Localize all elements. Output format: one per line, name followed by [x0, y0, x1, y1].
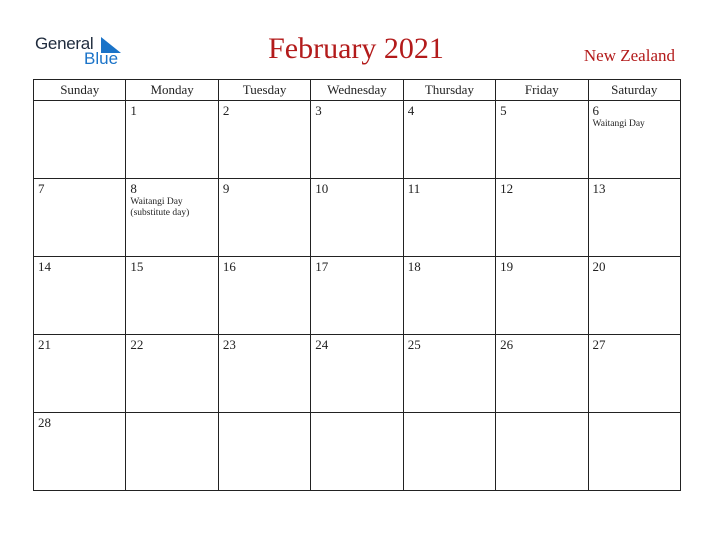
day-number: 11 [407, 181, 421, 196]
day-cell [403, 413, 495, 491]
day-cell [588, 257, 680, 335]
day-cell [34, 101, 126, 179]
day-number: 24 [315, 337, 329, 352]
weekday-header: Monday [126, 80, 218, 101]
day-number: 3 [315, 103, 322, 118]
day-number: 9 [222, 181, 230, 196]
calendar-grid [33, 79, 681, 491]
day-cell [218, 413, 310, 491]
day-cell [126, 179, 218, 257]
day-cell [496, 335, 588, 413]
day-number: 22 [130, 337, 144, 352]
day-cell [588, 179, 680, 257]
day-cell [311, 335, 403, 413]
day-cell [403, 257, 495, 335]
weekday-header: Wednesday [311, 80, 403, 101]
day-number: 17 [315, 259, 329, 274]
day-cell [403, 101, 495, 179]
day-number: 19 [500, 259, 514, 274]
day-cell [126, 335, 218, 413]
day-number: 6 [592, 103, 600, 118]
day-cell [496, 101, 588, 179]
day-cell [311, 413, 403, 491]
day-cell [126, 257, 218, 335]
holiday-label: Waitangi Day (substitute day) [130, 197, 190, 218]
day-number: 16 [222, 259, 236, 274]
calendar-title: February 2021 [268, 32, 444, 65]
day-cell [218, 179, 310, 257]
day-cell [218, 335, 310, 413]
weekday-header-row [34, 80, 681, 101]
day-cell [311, 257, 403, 335]
day-cell [34, 179, 126, 257]
week-row [34, 257, 681, 335]
day-number: 21 [38, 337, 51, 352]
day-number: 12 [500, 181, 514, 196]
day-cell [588, 101, 680, 179]
week-row [34, 413, 681, 491]
day-cell [34, 413, 126, 491]
day-number: 7 [38, 181, 45, 196]
day-cell [126, 101, 218, 179]
day-cell [588, 413, 680, 491]
day-number: 2 [222, 103, 230, 118]
day-number: 14 [38, 259, 51, 274]
day-cell [496, 179, 588, 257]
day-number: 26 [500, 337, 514, 352]
day-number: 8 [130, 181, 137, 196]
day-number: 25 [407, 337, 421, 352]
weekday-header: Sunday [34, 80, 126, 101]
weekday-header: Tuesday [218, 80, 310, 101]
logo-word-blue: Blue [84, 49, 119, 68]
day-cell [218, 257, 310, 335]
week-row [34, 101, 681, 179]
country-label: New Zealand [583, 46, 675, 65]
day-cell [403, 179, 495, 257]
day-cell [588, 335, 680, 413]
weekday-header: Friday [496, 80, 588, 101]
day-cell [496, 257, 588, 335]
day-number: 20 [592, 259, 606, 274]
day-number: 5 [500, 103, 507, 118]
weekday-header: Thursday [403, 80, 495, 101]
day-cell [34, 335, 126, 413]
day-number: 15 [130, 259, 144, 274]
day-cell [496, 413, 588, 491]
day-cell [218, 101, 310, 179]
day-number: 4 [407, 103, 415, 118]
weekday-header: Saturday [588, 80, 680, 101]
day-number: 28 [38, 415, 51, 430]
day-number: 10 [315, 181, 329, 196]
day-number: 13 [592, 181, 606, 196]
week-row [34, 335, 681, 413]
day-cell [311, 101, 403, 179]
day-number: 23 [222, 337, 236, 352]
day-cell [311, 179, 403, 257]
day-number: 1 [130, 103, 137, 118]
day-number: 27 [592, 337, 606, 352]
week-row [34, 179, 681, 257]
day-cell [34, 257, 126, 335]
holiday-label: Waitangi Day [592, 119, 645, 129]
day-number: 18 [407, 259, 421, 274]
logo-word-general: General [35, 34, 94, 53]
day-cell [403, 335, 495, 413]
day-cell [126, 413, 218, 491]
